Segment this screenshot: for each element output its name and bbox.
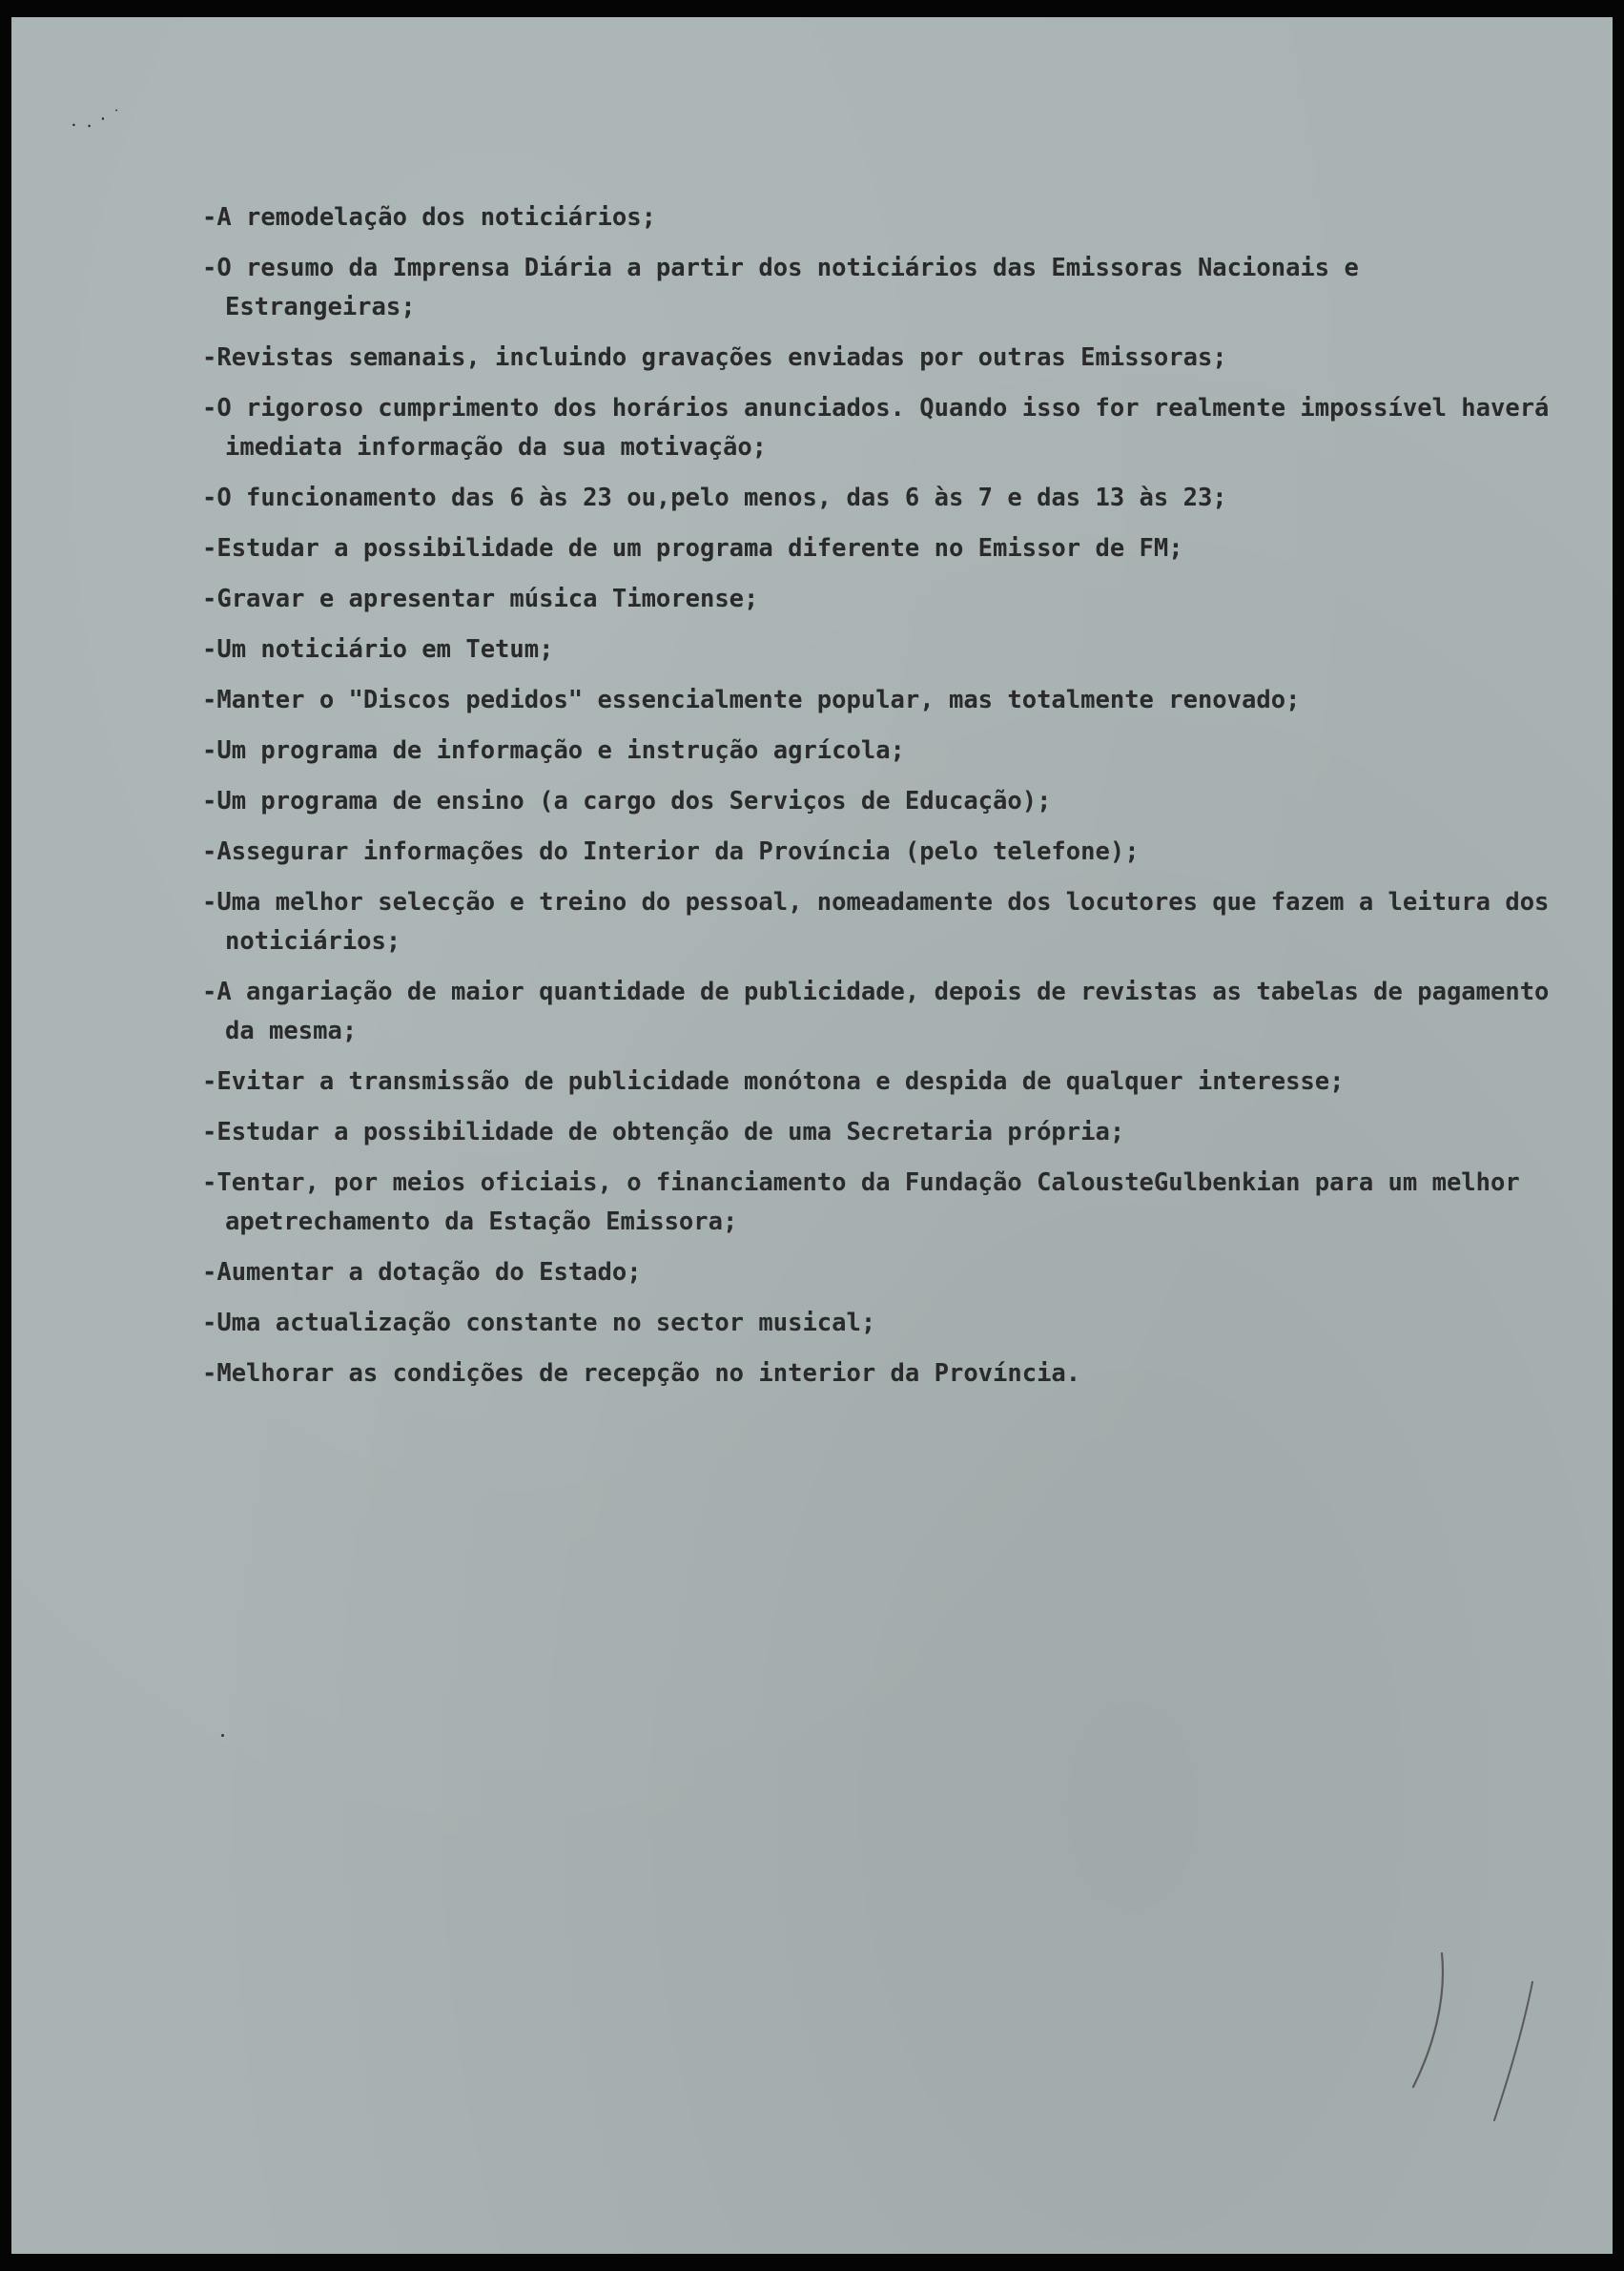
list-item: -Um programa de informação e instrução agrícola; [202, 736, 905, 765]
list-item: -Manter o "Discos pedidos" essencialmente popular, mas totalmente renovado; [202, 686, 1301, 714]
list-item: -Tentar, por meios oficiais, o financiamento da Fundação CalousteGulbenkian para um melhor apetrechamento da Estação Emissora; [202, 1168, 1520, 1236]
list-item: -A angariação de maior quantidade de publicidade, depois de revistas as tabelas de pagamento da mesma; [202, 978, 1550, 1045]
list-item: -Melhorar as condições de recepção no interior da Província. [202, 1359, 1081, 1388]
list-item: -O resumo da Imprensa Diária a partir dos noticiários das Emissoras Nacionais e Estrangeiras; [202, 254, 1359, 321]
list-item: -O funcionamento das 6 às 23 ou,pelo menos, das 6 às 7 e das 13 às 23; [202, 484, 1227, 512]
list-item: -Revistas semanais, incluindo gravações enviadas por outras Emissoras; [202, 343, 1227, 372]
recommendations-list [202, 198, 1556, 1405]
list-item: -Estudar a possibilidade de obtenção de uma Secretaria própria; [202, 1118, 1125, 1146]
list-item: -Gravar e apresentar música Timorense; [202, 585, 759, 613]
list-item: -Aumentar a dotação do Estado; [202, 1258, 642, 1287]
list-item: -Uma melhor selecção e treino do pessoal, nomeadamente dos locutores que fazem a leitura dos noticiários; [202, 888, 1550, 956]
list-item: -A remodelação dos noticiários; [202, 203, 656, 232]
list-item: -O rigoroso cumprimento dos horários anunciados. Quando isso for realmente impossível haverá imediata informação da sua motivação; [202, 394, 1550, 462]
list-item: -Evitar a transmissão de publicidade monótona e despida de qualquer interesse; [202, 1067, 1345, 1096]
pencil-mark [1404, 1944, 1556, 2135]
list-item: -Estudar a possibilidade de um programa diferente no Emissor de FM; [202, 534, 1183, 563]
list-item: -Uma actualização constante no sector musical; [202, 1309, 876, 1337]
corner-punch-marks: ·.·˙ [67, 104, 130, 135]
list-item: -Assegurar informações do Interior da Província (pelo telefone); [202, 837, 1140, 866]
document-page [11, 17, 1613, 2254]
stray-ink-dot [221, 1734, 224, 1737]
list-item: -Um programa de ensino (a cargo dos Serviços de Educação); [202, 787, 1052, 815]
list-item: -Um noticiário em Tetum; [202, 635, 554, 664]
